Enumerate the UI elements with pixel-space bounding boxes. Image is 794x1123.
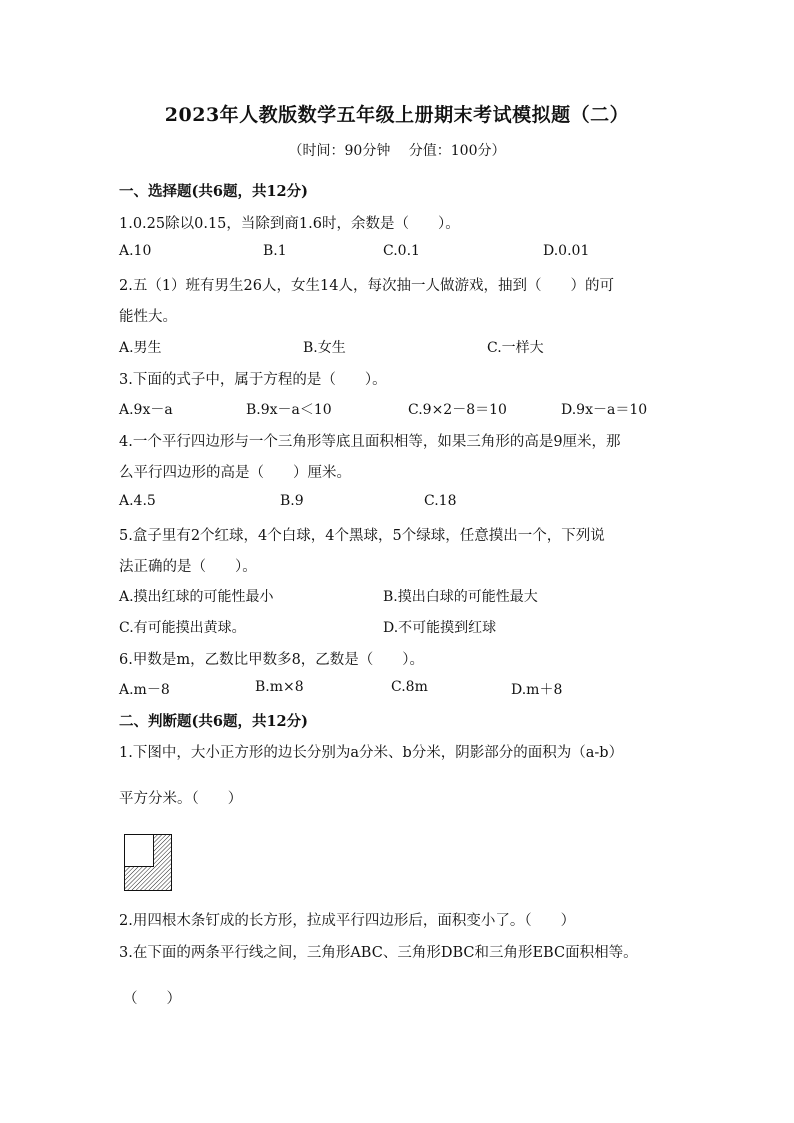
question-1-option-b: B.1 (263, 243, 287, 259)
question-5-stem-line1: 5.盒子里有2个红球，4个白球，4个黑球，5个绿球，任意摸出一个，下列说 (119, 528, 605, 544)
section-heading-choice: 一、选择题(共6题，共12分) (119, 183, 308, 200)
squares-shaded-figure (124, 834, 172, 891)
question-2-option-a: A.男生 (119, 340, 162, 356)
question-2-stem-line1: 2.五（1）班有男生26人，女生14人，每次抽一人做游戏，抽到（ ）的可 (119, 278, 614, 294)
judgment-3-stem-line2: （ ） (123, 991, 181, 1007)
question-2-option-c: C.一样大 (487, 340, 544, 356)
question-1-stem: 1.0.25除以0.15，当除到商1.6时，余数是（ ）。 (119, 216, 460, 232)
judgment-2-stem: 2.用四根木条钉成的长方形，拉成平行四边形后，面积变小了。（ ） (119, 913, 576, 929)
question-5-stem-line2: 法正确的是（ ）。 (119, 559, 257, 575)
question-1-option-a: A.10 (119, 243, 152, 259)
question-5-option-a: A.摸出红球的可能性最小 (119, 589, 274, 605)
section-heading-judgment: 二、判断题(共6题，共12分) (119, 713, 308, 730)
question-2-option-b: B.女生 (303, 340, 346, 356)
question-3-option-d: D.9x－a＝10 (561, 402, 648, 418)
question-5-option-d: D.不可能摸到红球 (383, 620, 497, 636)
question-3-option-a: A.9x－a (119, 402, 173, 418)
question-4-stem-line1: 4.一个平行四边形与一个三角形等底且面积相等，如果三角形的高是9厘米，那 (119, 434, 621, 450)
question-4-option-a: A.4.5 (119, 493, 156, 509)
question-4-stem-line2: 么平行四边形的高是（ ）厘米。 (119, 465, 351, 481)
question-6-option-b: B.m×8 (255, 679, 304, 695)
page-subtitle: （时间：90分钟 分值：100分） (288, 143, 506, 159)
question-3-stem: 3.下面的式子中，属于方程的是（ ）。 (119, 372, 387, 388)
question-2-stem-line2: 能性大。 (119, 309, 177, 325)
question-6-option-c: C.8m (391, 679, 428, 695)
question-6-option-a: A.m－8 (119, 682, 170, 698)
judgment-1-stem-line1: 1.下图中，大小正方形的边长分别为a分米、b分米，阴影部分的面积为（a-b） (119, 745, 624, 761)
question-5-option-c: C.有可能摸出黄球。 (119, 620, 246, 636)
judgment-1-stem-line2: 平方分米。（ ） (119, 791, 243, 807)
question-1-option-d: D.0.01 (543, 243, 590, 259)
question-4-option-b: B.9 (280, 493, 304, 509)
question-3-option-c: C.9×2－8＝10 (408, 402, 507, 418)
question-3-option-b: B.9x－a＜10 (246, 402, 332, 418)
page-title: 2023年人教版数学五年级上册期末考试模拟题（二） (164, 104, 630, 126)
question-6-stem: 6.甲数是m，乙数比甲数多8，乙数是（ ）。 (119, 652, 425, 668)
question-5-option-b: B.摸出白球的可能性最大 (383, 589, 538, 605)
question-6-option-d: D.m＋8 (511, 682, 563, 698)
judgment-3-stem-line1: 3.在下面的两条平行线之间，三角形ABC、三角形DBC和三角形EBC面积相等。 (119, 945, 638, 961)
question-1-option-c: C.0.1 (383, 243, 420, 259)
question-4-option-c: C.18 (424, 493, 457, 509)
